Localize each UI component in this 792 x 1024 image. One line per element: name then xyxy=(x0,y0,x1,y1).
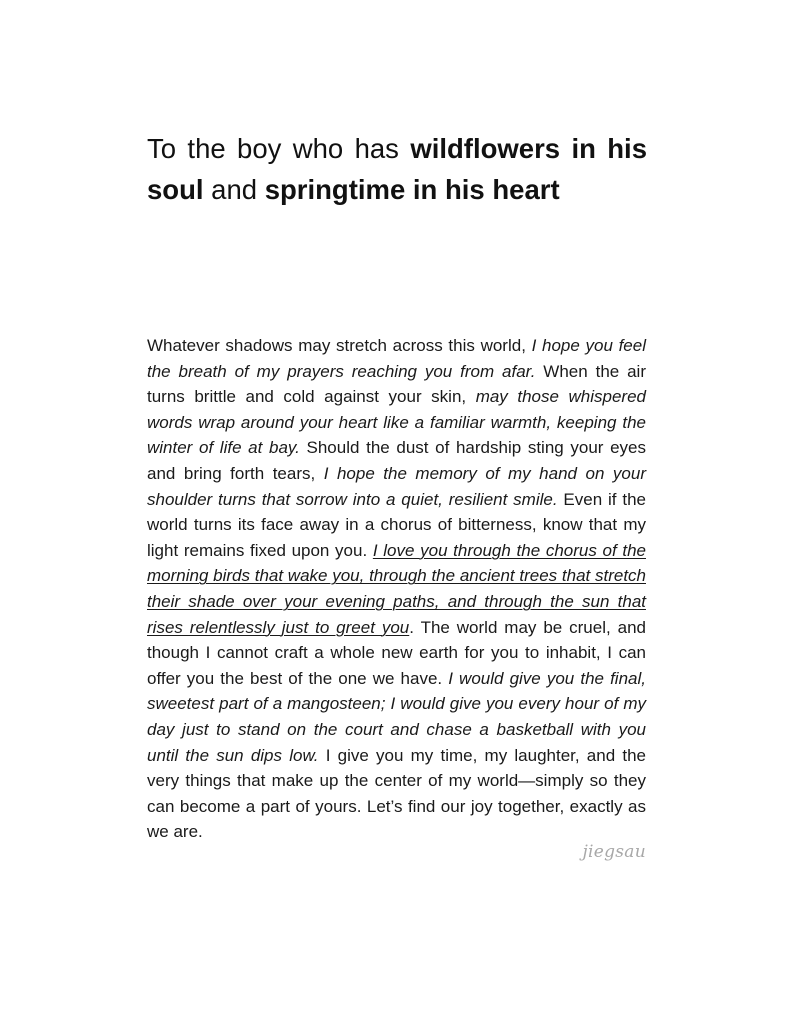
body-text-6: I give you my time, my laughter, and the very things that make up the center of my world—simply so they can become a part of yours. Let’s find our joy together, exactly as we are. xyxy=(147,745,647,842)
letter-body xyxy=(147,333,646,845)
body-italic-4: I would give you the final, sweetest part of a mangosteen; I would give you every hour of my day just to stand on the court and chase a basketball with you until the sun dips low. xyxy=(147,668,646,765)
body-text-5: . The world may be cruel, and though I cannot craft a whole new earth for you to inhabit, I can offer you the best of the one we have. xyxy=(147,617,646,688)
body-italic-2: may those whispered words wrap around your heart like a familiar warmth, keeping the winter of life at bay. xyxy=(147,387,646,458)
title-emphasis-springtime: springtime in his heart xyxy=(264,174,560,205)
body-text-2: When the air turns brittle and cold against your skin, xyxy=(147,361,646,407)
body-text-4: Even if the world turns its face away in a chorus of bitterness, know that my light remains fixed upon you. xyxy=(147,489,646,560)
title-emphasis-wildflowers: wildflowers in his soul xyxy=(147,133,647,205)
title-text-2: and xyxy=(203,174,265,205)
body-italic-3: I hope the memory of my hand on your shoulder turns that sorrow into a quiet, resilient smile. xyxy=(147,463,646,509)
body-text-1: Whatever shadows may stretch across this world, xyxy=(147,336,532,355)
page-title xyxy=(147,128,647,210)
body-text-3: Should the dust of hardship sting your eyes and bring forth tears, xyxy=(147,438,646,483)
body-underlined-passage: I love you through the chorus of the morning birds that wake you, through the ancient trees that stretch their shade over your evening paths, and through the sun that rises relentlessly just to greet you xyxy=(147,540,646,637)
title-text-1: To the boy who has xyxy=(147,133,411,164)
body-italic-1: I hope you feel the breath of my prayers reaching you from afar. xyxy=(147,336,646,381)
signature: jiegsau xyxy=(582,842,646,862)
